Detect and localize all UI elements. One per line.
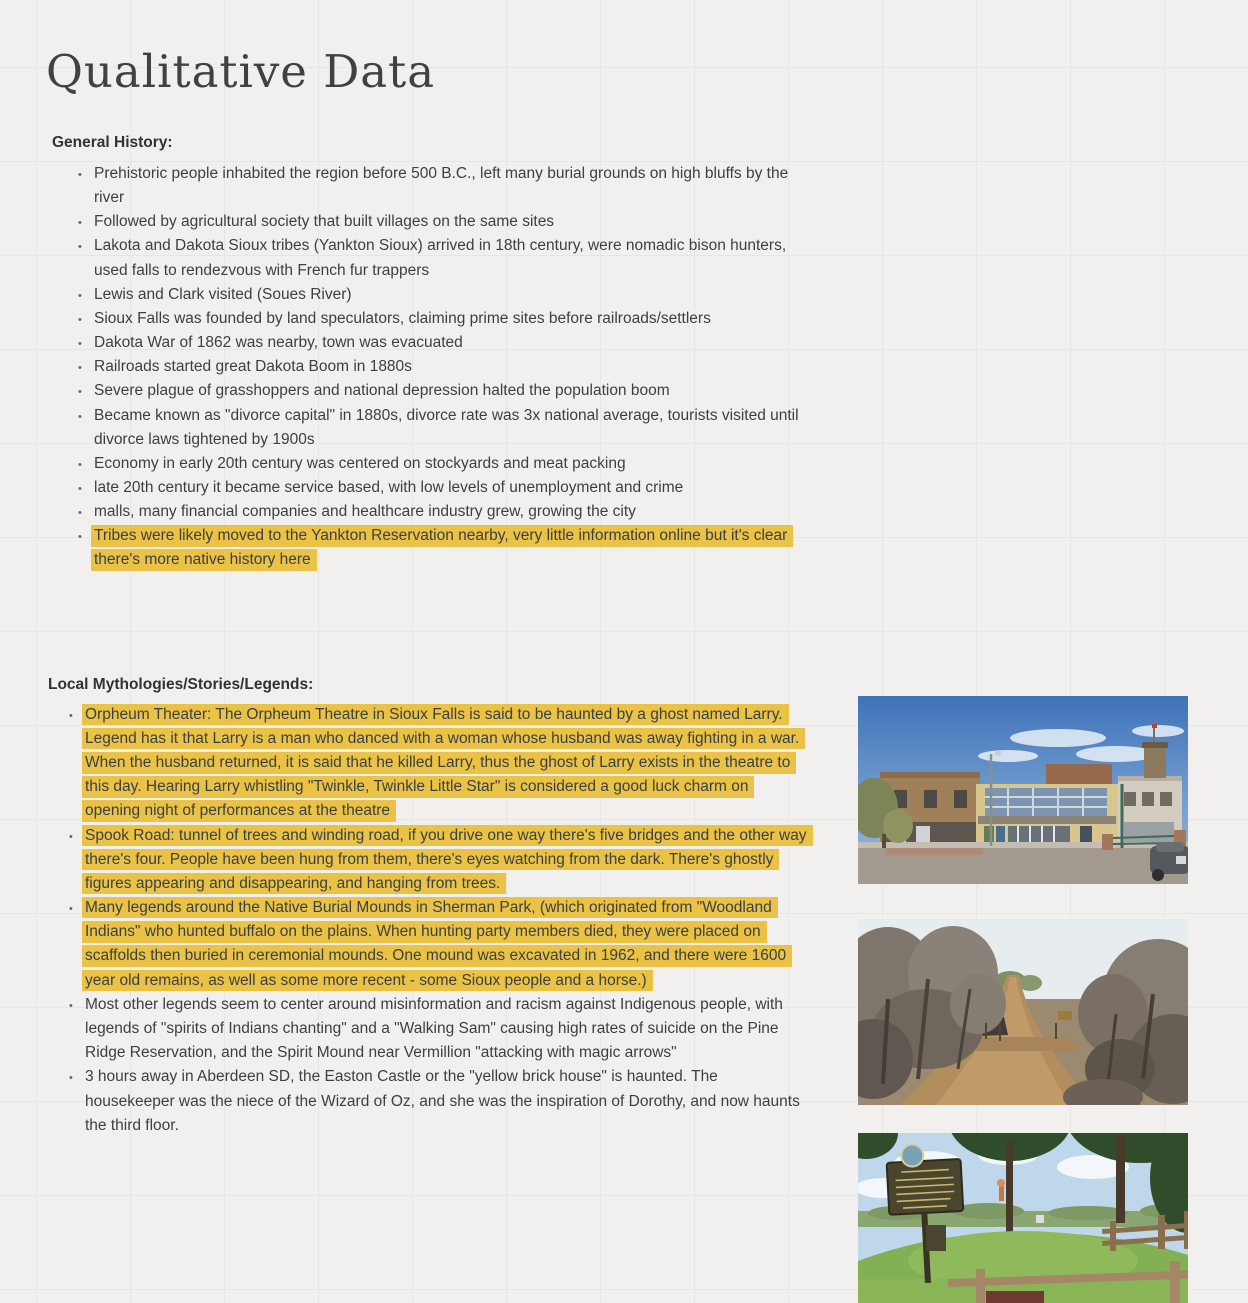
section-heading-general-history: General History: (52, 133, 173, 151)
list-item (85, 824, 807, 896)
list-item: • Dakota War of 1862 was nearby, town was evacuated (94, 331, 806, 355)
general-history-list[interactable] (49, 162, 806, 573)
list-item: • late 20th century it became service based, with low levels of unemployment and crime (94, 476, 806, 500)
burial-mound-photo[interactable] (858, 1133, 1188, 1303)
highlighted-text: Orpheum Theater: The Orpheum Theatre in Sioux Falls is said to be haunted by a ghost named Larry. Legend has it that Larry is a man who danced with a woman whose husband was away fighting in a war. When the husband returned, it is said that he killed Larry, thus the ghost of Larry exists in the theatre to this day. Hearing Larry whistling "Twinkle, Twinkle Little Star" is considered a good luck charm on opening night of performances at the theatre (82, 704, 805, 822)
highlighted-text: Many legends around the Native Burial Mounds in Sherman Park, (which originated from "Woodland Indians" who hunted buffalo on the plains. When hunting party members died, they were placed on scaffolds then buried in ceremonial mounds. One mound was excavated in 1962, and there were 1600 year old remains, as well as some more recent - some Sioux people and a horse.) (82, 897, 792, 991)
list-item: • Most other legends seem to center around misinformation and racism against Indigenous people, with legends of "spirits of Indians chanting" and a "Walking Sam" causing high rates of suicide on the Pine Ridge Reservation, and the Spirit Mound near Vermillion "attacking with magic arrows" (85, 993, 807, 1065)
spook-road-photo[interactable] (858, 919, 1188, 1105)
orpheum-theater-illustration (858, 696, 1188, 884)
list-item: • Severe plague of grasshoppers and national depression halted the population boom (94, 379, 806, 403)
spook-road-illustration (858, 919, 1188, 1105)
local-mythologies-list[interactable] (40, 703, 807, 1138)
orpheum-theater-photo[interactable] (858, 696, 1188, 884)
list-item: • Prehistoric people inhabited the region before 500 B.C., left many burial grounds on high bluffs by the river (94, 162, 806, 210)
list-item (85, 703, 807, 824)
list-item: • malls, many financial companies and healthcare industry grew, growing the city (94, 500, 806, 524)
list-item: • Followed by agricultural society that built villages on the same sites (94, 210, 806, 234)
list-item: • Sioux Falls was founded by land speculators, claiming prime sites before railroads/settlers (94, 307, 806, 331)
list-item (94, 524, 806, 572)
section-heading-local-mythologies: Local Mythologies/Stories/Legends: (48, 675, 314, 693)
list-item: • Railroads started great Dakota Boom in 1880s (94, 355, 806, 379)
highlighted-text: Spook Road: tunnel of trees and winding road, if you drive one way there's five bridges and the other way there's four. People have been hung from them, there's eyes watching from the dark. There's ghostly figures appearing and disappearing, and hanging from trees. (82, 825, 813, 895)
page-title: Qualitative Data (46, 45, 436, 99)
burial-mound-illustration (858, 1133, 1188, 1303)
list-item (85, 896, 807, 993)
list-item: • Became known as "divorce capital" in 1880s, divorce rate was 3x national average, tourists visited until divorce laws tightened by 1900s (94, 404, 806, 452)
highlighted-text: Tribes were likely moved to the Yankton Reservation nearby, very little information online but it's clear there's more native history here (91, 525, 793, 571)
list-item: • Economy in early 20th century was centered on stockyards and meat packing (94, 452, 806, 476)
list-item: • 3 hours away in Aberdeen SD, the Easton Castle or the "yellow brick house" is haunted. The housekeeper was the niece of the Wizard of Oz, and she was the inspiration of Dorothy, and now haunts the third floor. (85, 1065, 807, 1137)
list-item: • Lakota and Dakota Sioux tribes (Yankton Sioux) arrived in 18th century, were nomadic bison hunters, used falls to rendezvous with French fur trappers (94, 234, 806, 282)
list-item: • Lewis and Clark visited (Soues River) (94, 283, 806, 307)
